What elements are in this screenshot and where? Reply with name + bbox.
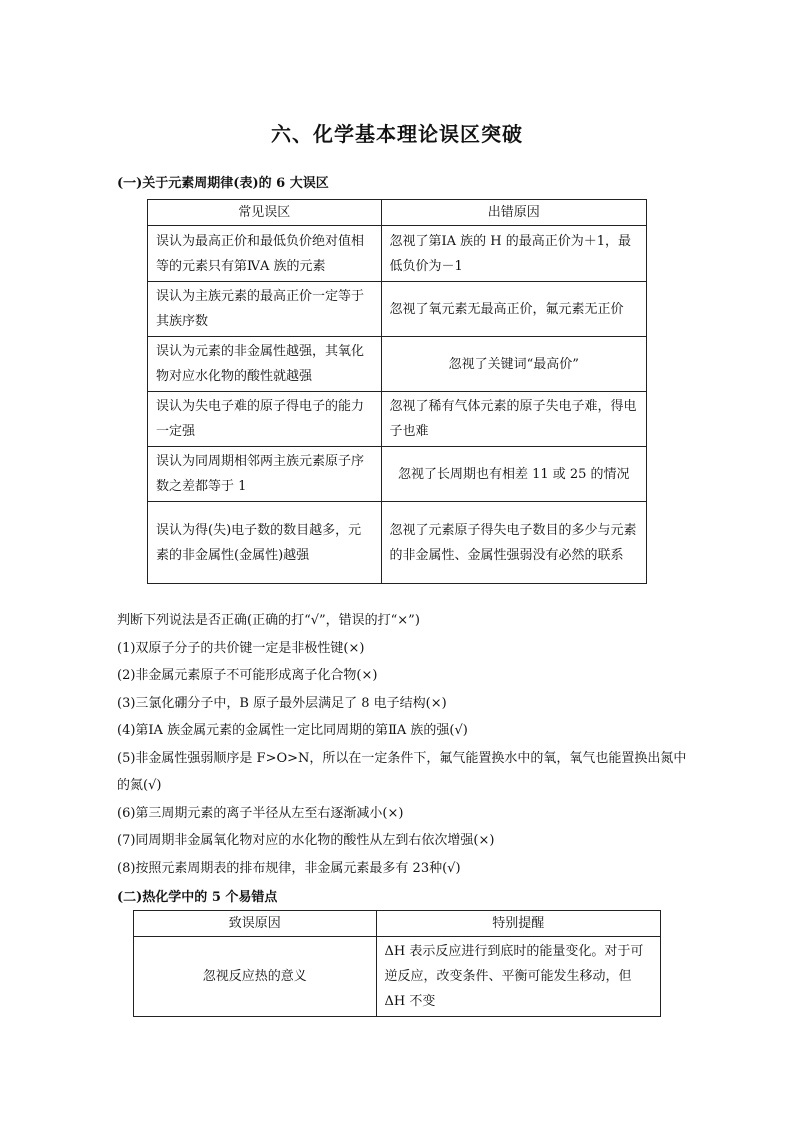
page-title: 六、化学基本理论误区突破 bbox=[271, 122, 523, 146]
reason-cell: 忽视了稀有气体元素的原子失电子难，得电子也难 bbox=[381, 392, 646, 447]
reason-cell: 忽视了关键词“最高价” bbox=[381, 337, 646, 392]
reason-cell: 忽视了氧元素无最高正价，氟元素无正价 bbox=[381, 282, 646, 337]
misconception-cell: 误认为得(失)电子数的数目越多，元素的非金属性(金属性)越强 bbox=[148, 502, 382, 584]
column-header: 特别提醒 bbox=[376, 911, 660, 937]
reminder-cell: ΔH 表示反应进行到底时的能量变化。对于可逆反应，改变条件、平衡可能发生移动，但 ΔH 不变 bbox=[376, 937, 660, 1017]
periodic-misconceptions-table bbox=[147, 199, 647, 584]
table-header-row bbox=[134, 911, 661, 937]
column-header: 出错原因 bbox=[381, 200, 646, 226]
judgement-item: (7)同周期非金属氧化物对应的水化物的酸性从左到右依次增强(×) bbox=[117, 833, 495, 848]
cause-cell: 忽视反应热的意义 bbox=[134, 937, 377, 1017]
judgement-list bbox=[117, 607, 687, 882]
column-header: 致误原因 bbox=[134, 911, 377, 937]
judgement-item: (8)按照元素周期表的排布规律，非金属元素最多有 23种(√) bbox=[117, 860, 461, 876]
table-row bbox=[148, 502, 647, 584]
judgement-intro: 判断下列说法是否正确(正确的打“√”，错误的打“×”) bbox=[117, 613, 420, 628]
table-row bbox=[134, 937, 661, 1017]
table-row bbox=[148, 447, 647, 502]
thermochem-errors-table bbox=[133, 910, 661, 1017]
judgement-item: (4)第ⅠA 族金属元素的金属性一定比同周期的第ⅡA 族的强(√) bbox=[117, 723, 468, 738]
reason-cell: 忽视了元素原子得失电子数目的多少与元素的非金属性、金属性强弱没有必然的联系 bbox=[381, 502, 646, 584]
section-heading-periodic: (一)关于元素周期律(表)的 6 大误区 bbox=[117, 176, 329, 191]
judgement-item: (1)双原子分子的共价键一定是非极性键(×) bbox=[117, 640, 365, 656]
section-heading-thermochem: (二)热化学中的 5 个易错点 bbox=[117, 890, 278, 905]
judgement-item: (6)第三周期元素的离子半径从左至右逐渐减小(×) bbox=[117, 805, 404, 821]
misconception-cell: 误认为主族元素的最高正价一定等于其族序数 bbox=[148, 282, 382, 337]
column-header: 常见误区 bbox=[148, 200, 382, 226]
judgement-item: (3)三氯化硼分子中，B 原子最外层满足了 8 电子结构(×) bbox=[117, 695, 447, 711]
table-row bbox=[148, 337, 647, 392]
misconception-cell: 误认为元素的非金属性越强，其氧化物对应水化物的酸性就越强 bbox=[148, 337, 382, 392]
misconception-cell: 误认为失电子难的原子得电子的能力一定强 bbox=[148, 392, 382, 447]
judgement-item: (2)非金属元素原子不可能形成离子化合物(×) bbox=[117, 668, 378, 683]
judgement-item: (5)非金属性强弱顺序是 F>O>N，所以在一定条件下，氟气能置换水中的氧，氧气也能置换出氮中的氮(√) bbox=[117, 750, 687, 793]
reason-cell: 忽视了长周期也有相差 11 或 25 的情况 bbox=[381, 447, 646, 502]
table-row bbox=[148, 282, 647, 337]
misconception-cell: 误认为最高正价和最低负价绝对值相等的元素只有第ⅣA 族的元素 bbox=[148, 226, 382, 282]
table-header-row bbox=[148, 200, 647, 226]
table-row bbox=[148, 226, 647, 282]
table-row bbox=[148, 392, 647, 447]
misconception-cell: 误认为同周期相邻两主族元素原子序数之差都等于 1 bbox=[148, 447, 382, 502]
reason-cell: 忽视了第ⅠA 族的 H 的最高正价为＋1，最低负价为－1 bbox=[381, 226, 646, 282]
